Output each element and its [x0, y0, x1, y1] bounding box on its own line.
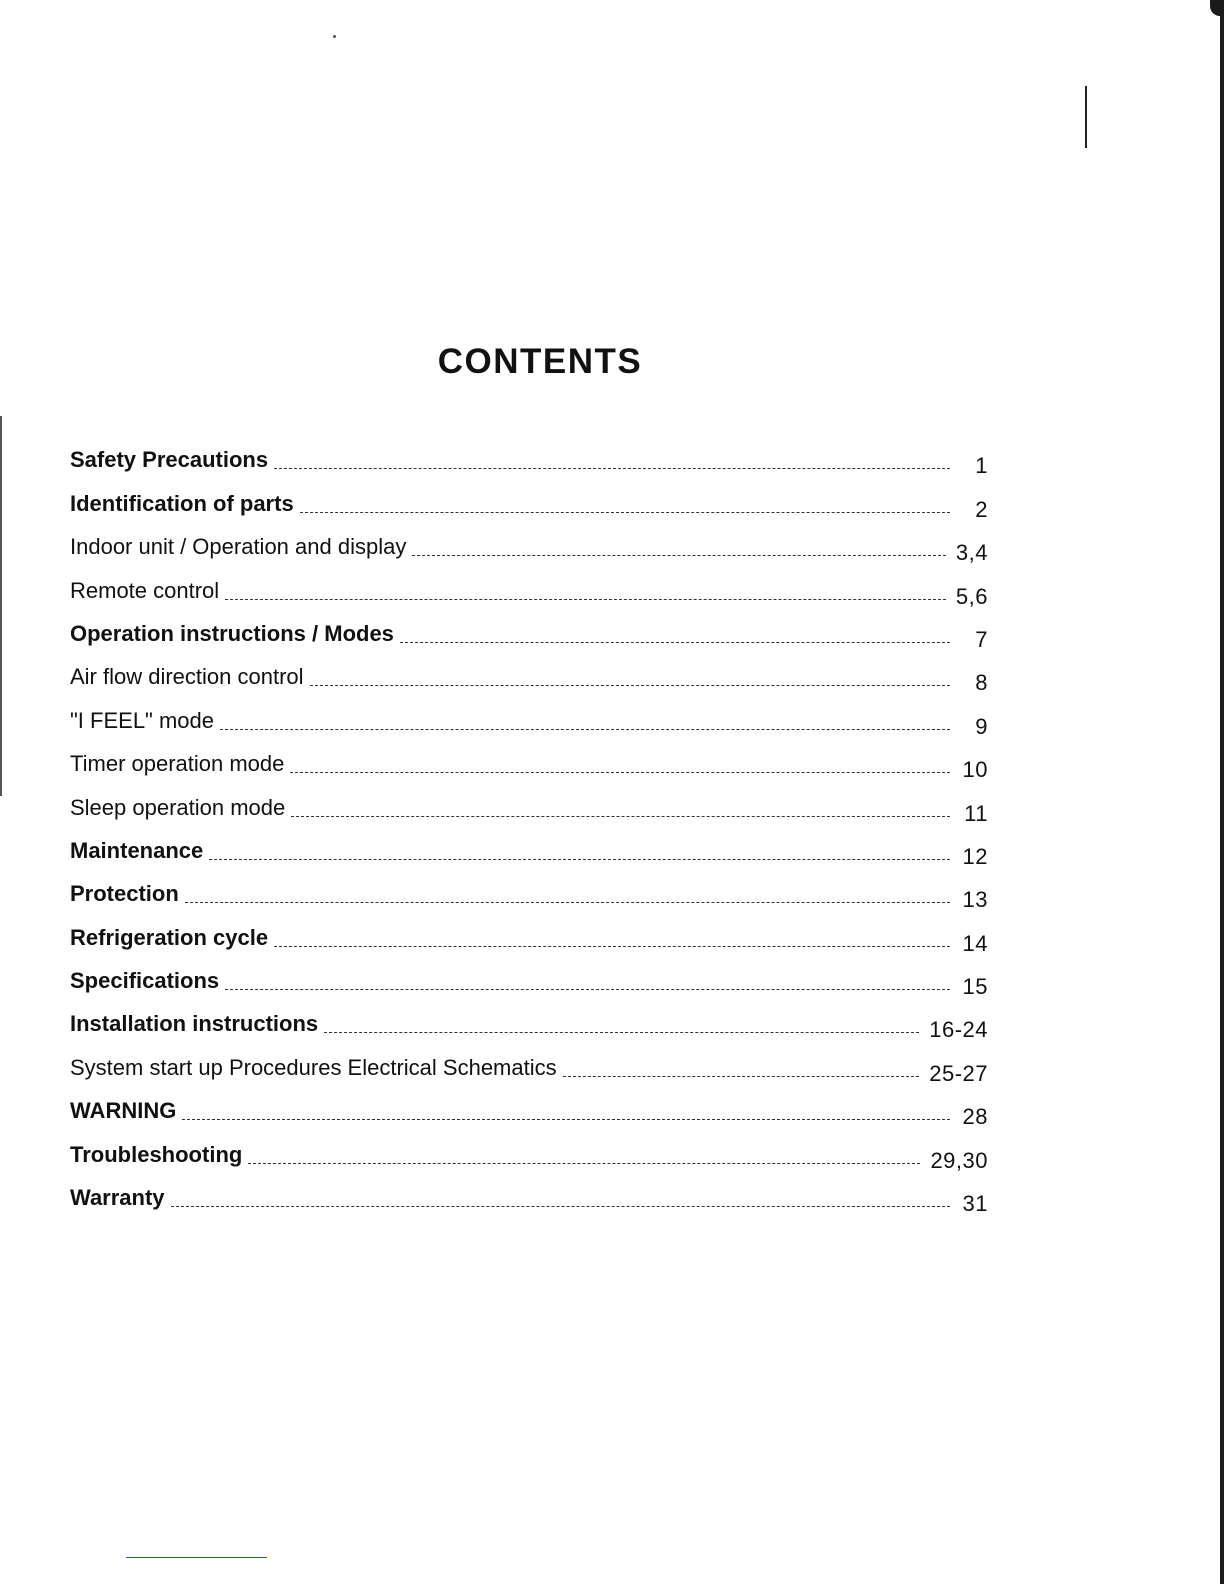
scan-artifact-dot: [333, 35, 336, 38]
toc-entry: [70, 1087, 988, 1130]
toc-dot-leader: [248, 1163, 920, 1164]
toc-entry: [70, 1130, 988, 1173]
toc-entry-label: Maintenance: [70, 837, 204, 863]
toc-entry-label: Refrigeration cycle: [70, 924, 269, 950]
toc-entry-page-number: 13: [962, 887, 988, 913]
toc-entry-label: Indoor unit / Operation and display: [70, 534, 407, 560]
toc-dot-leader: [300, 512, 950, 513]
toc-entry-page-number: 25-27: [929, 1060, 988, 1086]
toc-entry: [70, 1174, 988, 1217]
toc-entry-label: Warranty: [70, 1185, 165, 1211]
toc-dot-leader: [220, 729, 950, 730]
toc-entry: [70, 783, 988, 826]
scan-page-corner: [1210, 0, 1220, 16]
toc-entry-page-number: 2: [975, 496, 988, 522]
toc-dot-leader: [290, 772, 950, 773]
toc-entry: [70, 610, 988, 653]
scan-artifact-line: [1085, 86, 1087, 148]
toc-entry-page-number: 31: [962, 1191, 988, 1217]
toc-entry: [70, 523, 988, 566]
toc-dot-leader: [274, 946, 950, 947]
toc-entry-label: Timer operation mode: [70, 751, 285, 777]
toc-dot-leader: [225, 599, 946, 600]
toc-entry: [70, 696, 988, 739]
footer-rule: [126, 1557, 267, 1558]
toc-dot-leader: [563, 1076, 920, 1077]
toc-entry-page-number: 14: [962, 930, 988, 956]
toc-dot-leader: [324, 1032, 919, 1033]
toc-entry-page-number: 8: [975, 670, 988, 696]
toc-entry-page-number: 11: [964, 800, 988, 826]
toc-entry-label: Troubleshooting: [70, 1141, 243, 1167]
toc-entry: [70, 1043, 988, 1086]
toc-entry-page-number: 10: [962, 757, 988, 783]
toc-entry-page-number: 9: [975, 713, 988, 739]
toc-entry: [70, 870, 988, 913]
toc-entry: [70, 957, 988, 1000]
toc-dot-leader: [171, 1206, 950, 1207]
toc-entry-page-number: 1: [975, 453, 988, 479]
toc-entry-label: System start up Procedures Electrical Schematics: [70, 1054, 557, 1080]
toc-entry-label: Sleep operation mode: [70, 794, 286, 820]
toc-entry: [70, 827, 988, 870]
toc-entry-label: Protection: [70, 881, 179, 907]
scan-artifact-left-edge: [0, 416, 2, 796]
toc-entry-label: Operation instructions / Modes: [70, 620, 394, 646]
toc-entry-page-number: 15: [962, 974, 988, 1000]
toc-dot-leader: [291, 816, 950, 817]
toc-entry: [70, 913, 988, 956]
toc-dot-leader: [310, 685, 950, 686]
toc-entry-label: WARNING: [70, 1098, 177, 1124]
table-of-contents: [70, 436, 988, 1217]
toc-entry-label: Identification of parts: [70, 490, 294, 516]
toc-dot-leader: [274, 468, 950, 469]
page-title: CONTENTS: [437, 342, 643, 381]
toc-entry-page-number: 12: [962, 843, 988, 869]
toc-entry-page-number: 28: [962, 1104, 988, 1130]
toc-dot-leader: [182, 1119, 950, 1120]
toc-dot-leader: [400, 642, 950, 643]
scan-page-edge: [1220, 0, 1224, 1584]
toc-entry: [70, 566, 988, 609]
toc-entry-label: Remote control: [70, 577, 220, 603]
toc-entry: [70, 740, 988, 783]
toc-dot-leader: [225, 989, 950, 990]
toc-entry-label: Air flow direction control: [70, 664, 304, 690]
toc-entry-label: Installation instructions: [70, 1011, 319, 1037]
toc-entry-page-number: 29,30: [930, 1147, 988, 1173]
toc-entry-page-number: 3,4: [955, 540, 988, 566]
toc-entry: [70, 479, 988, 522]
toc-dot-leader: [185, 902, 950, 903]
toc-entry-label: "I FEEL" mode: [70, 707, 215, 733]
toc-entry: [70, 653, 988, 696]
toc-dot-leader: [412, 555, 946, 556]
toc-entry-page-number: 7: [975, 626, 988, 652]
toc-entry: [70, 436, 988, 479]
toc-entry: [70, 1000, 988, 1043]
toc-entry-page-number: 16-24: [929, 1017, 988, 1043]
toc-entry-page-number: 5,6: [955, 583, 988, 609]
toc-entry-label: Specifications: [70, 968, 220, 994]
toc-dot-leader: [209, 859, 950, 860]
toc-entry-label: Safety Precautions: [70, 447, 269, 473]
